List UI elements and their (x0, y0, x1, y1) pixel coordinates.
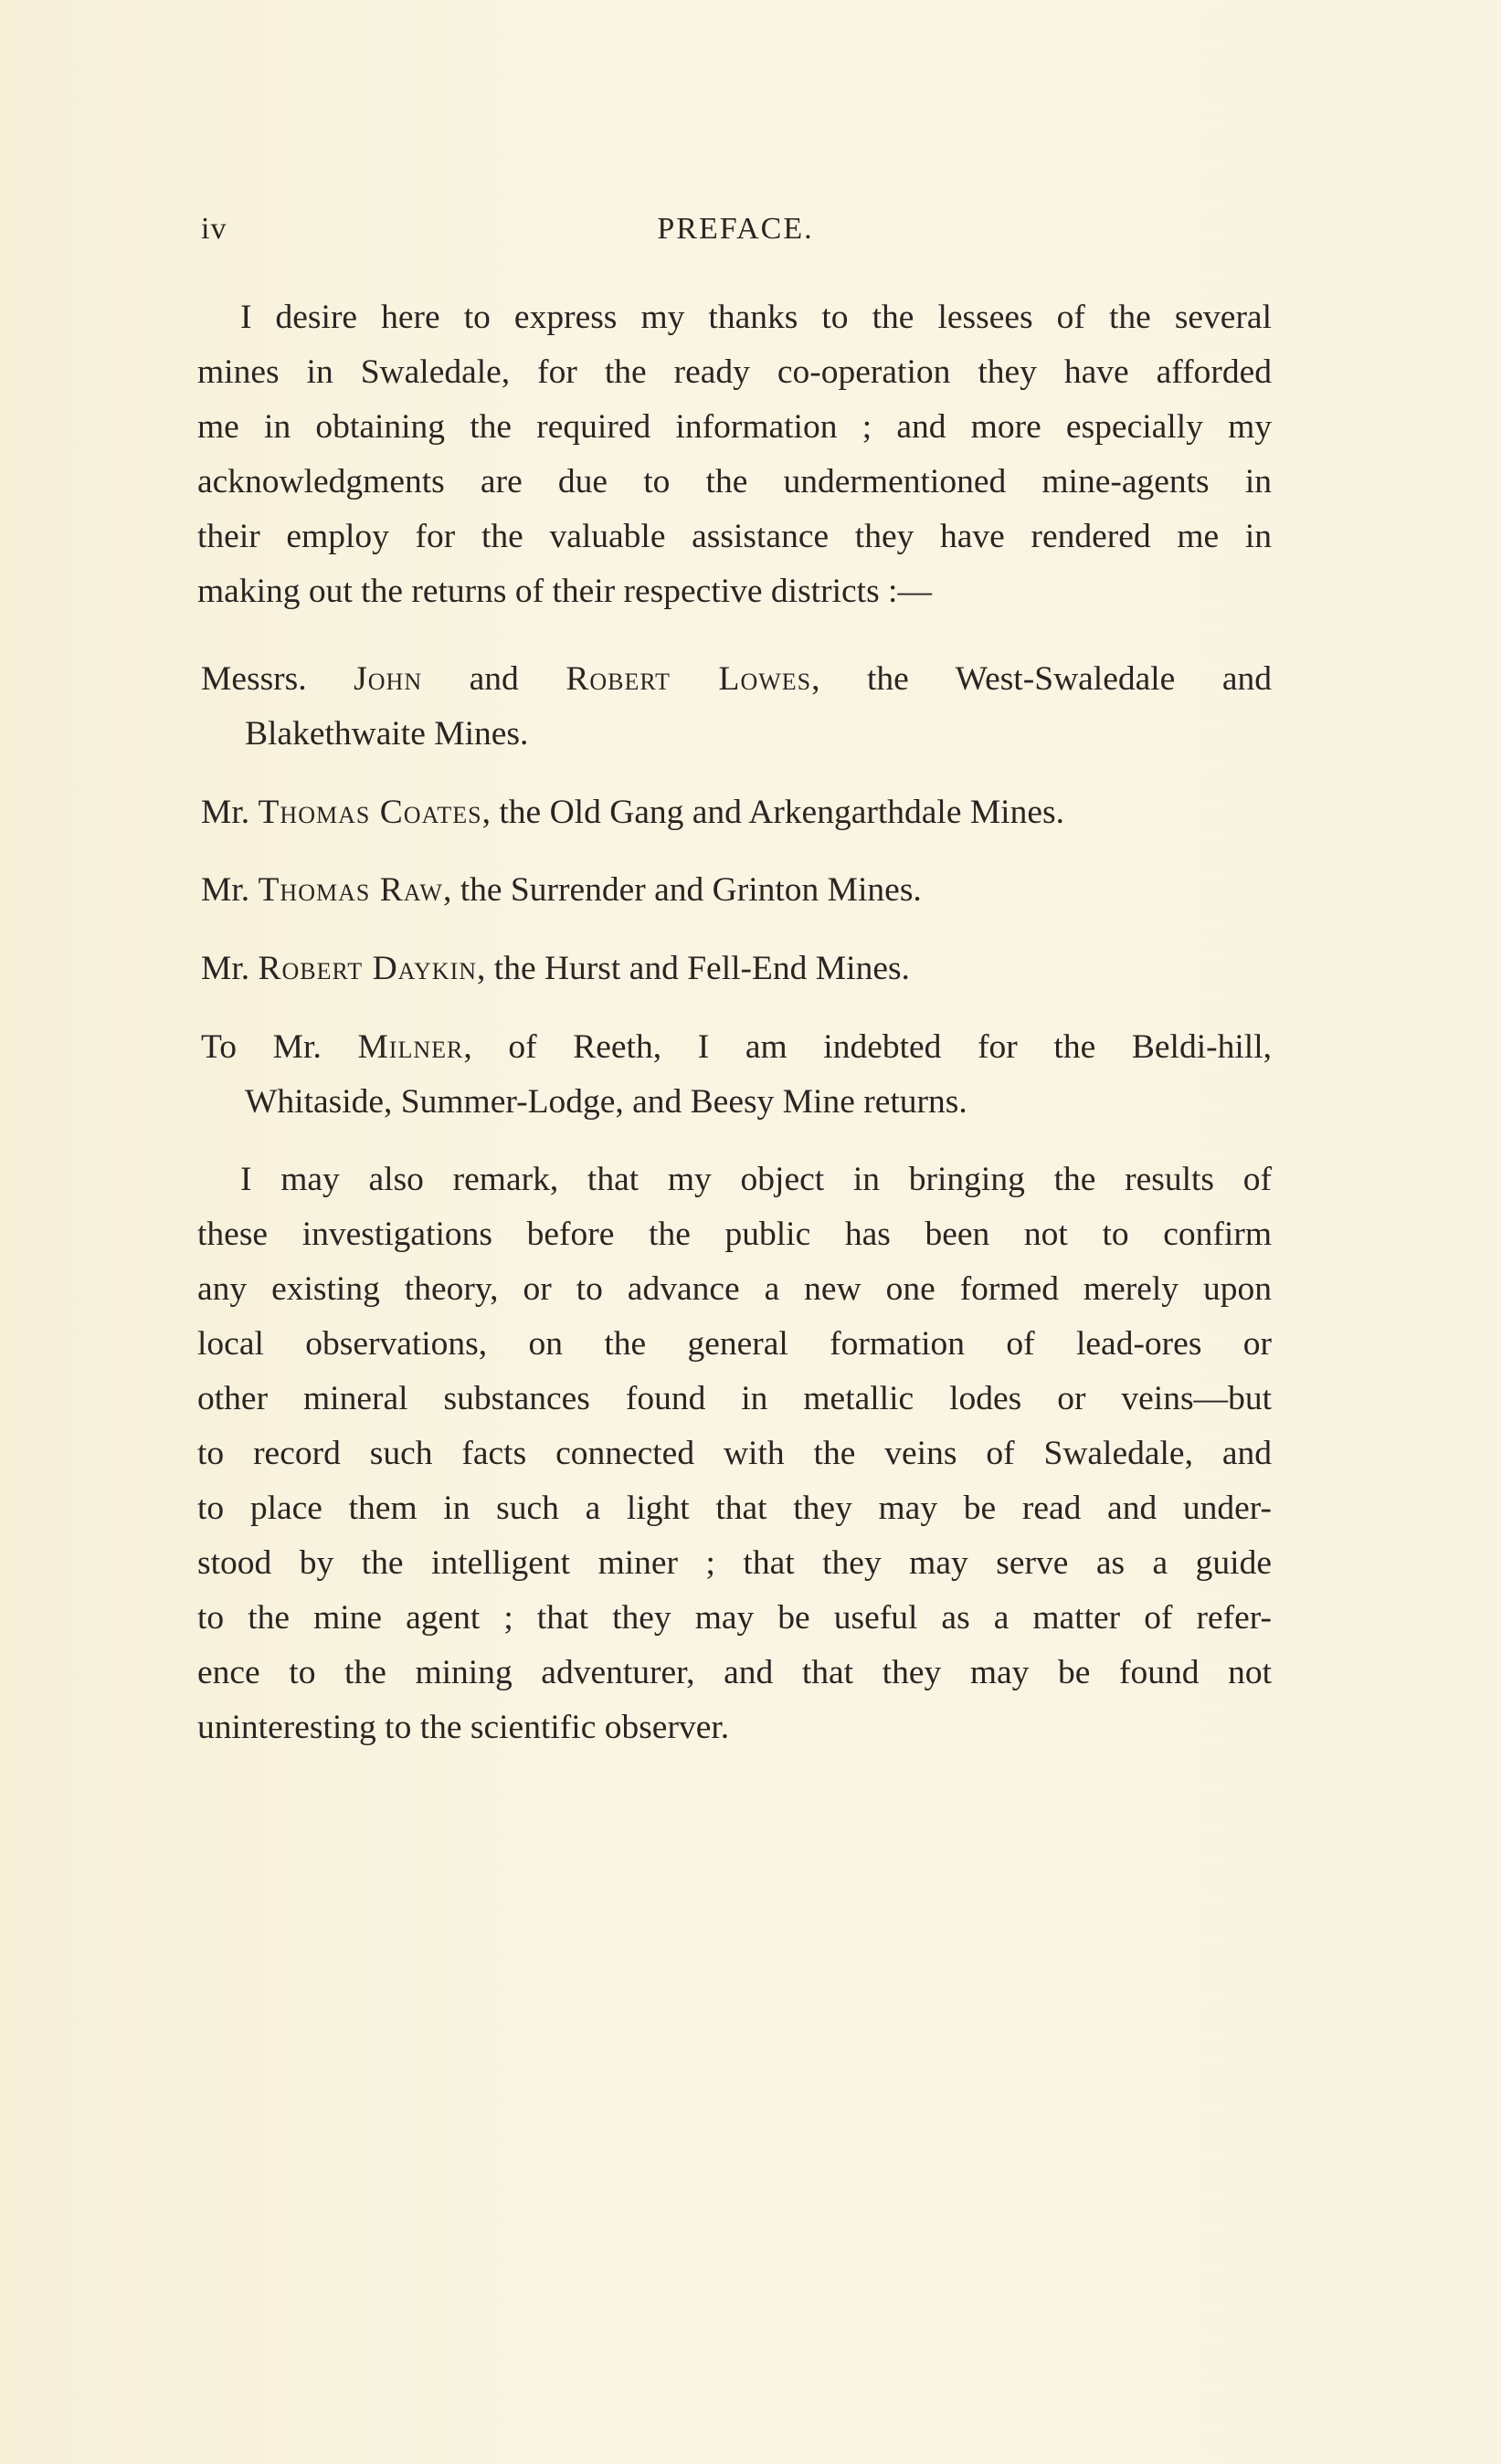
agent-entry-raw (201, 863, 1272, 918)
paragraph-line: these investigations before the public has been not to confirm (197, 1216, 1272, 1253)
agent-prefix: Mr. (201, 794, 250, 831)
agent-mines: , the West-Swaledale and (811, 660, 1272, 698)
paragraph-line: I desire here to express my thanks to the lessees of the several (240, 299, 1272, 336)
page-header (201, 212, 1270, 258)
agent-entry-coates (201, 785, 1272, 840)
agent-mines-continued: Whitaside, Summer-Lodge, and Beesy Mine returns. (245, 1083, 967, 1121)
agent-mines: , the Surrender and Grinton Mines. (442, 871, 922, 909)
paragraph-line: uninteresting to the scientific observer. (197, 1709, 730, 1746)
agent-name: Milner (357, 1028, 464, 1066)
agent-entry-line (201, 652, 1272, 707)
agent-entry-milner (201, 1020, 1272, 1130)
paragraph-line: stood by the intelligent miner ; that they may serve as a guide (197, 1544, 1272, 1582)
agent-name: Robert Lowes (566, 660, 812, 698)
agent-mines: , of Reeth, I am indebted for the Beldi-hill, (463, 1028, 1272, 1066)
paragraph-line: other mineral substances found in metallic lodes or veins—but (197, 1380, 1272, 1417)
page-number: iv (201, 212, 227, 246)
paragraph-line: local observations, on the general formation of lead-ores or (197, 1325, 1272, 1363)
agent-entry-lowes (201, 652, 1272, 762)
agent-prefix: Mr. (201, 950, 250, 987)
paragraph-line: ence to the mining adventurer, and that they may be found not (197, 1654, 1272, 1691)
agent-entry-line (201, 942, 1272, 996)
agent-name: John (354, 660, 423, 698)
paragraph-line: acknowledgments are due to the undermentioned mine-agents in (197, 463, 1272, 500)
paragraph-line: to the mine agent ; that they may be useful as a matter of refer- (197, 1599, 1272, 1637)
agent-mines: , the Hurst and Fell-End Mines. (477, 950, 910, 987)
paragraph-line: to place them in such a light that they may be read and under- (197, 1490, 1272, 1527)
paragraph-line: me in obtaining the required information ; and more especially my (197, 408, 1272, 446)
paragraph-line: I may also remark, that my object in bringing the results of (240, 1161, 1272, 1198)
paragraph-line: any existing theory, or to advance a new one formed merely upon (197, 1270, 1272, 1308)
agent-entry-line (201, 785, 1272, 840)
agent-joiner: and (469, 660, 519, 698)
agent-entry-line (201, 863, 1272, 918)
agent-entry-daykin (201, 942, 1272, 996)
agent-name: Robert Daykin (258, 950, 478, 987)
paragraph-line: making out the returns of their respective districts :— (197, 573, 932, 610)
paragraph-thanks (197, 290, 1272, 619)
paragraph-line: their employ for the valuable assistance they have rendered me in (197, 518, 1272, 555)
agent-name: Thomas Coates (258, 794, 482, 831)
agent-mines: , the Old Gang and Arkengarthdale Mines. (481, 794, 1064, 831)
paragraph-line: to record such facts connected with the veins of Swaledale, and (197, 1435, 1272, 1472)
agent-entry-line (201, 1020, 1272, 1075)
agent-prefix: Mr. (201, 871, 250, 909)
paragraph-line: mines in Swaledale, for the ready co-operation they have afforded (197, 353, 1272, 391)
paragraph-remark (197, 1153, 1272, 1755)
agent-mines-continued: Blakethwaite Mines. (245, 715, 529, 753)
running-head: PREFACE. (657, 212, 814, 246)
agent-name: Thomas Raw (258, 871, 443, 909)
agent-prefix: Messrs. (201, 660, 307, 698)
agent-prefix: To Mr. (201, 1028, 322, 1066)
